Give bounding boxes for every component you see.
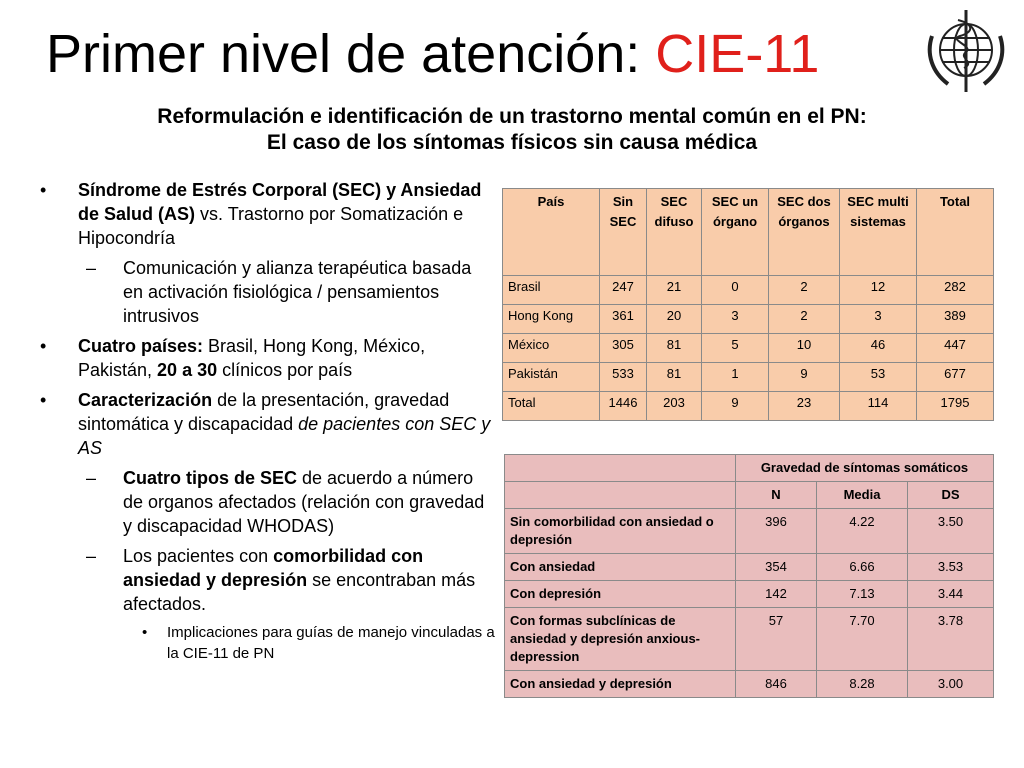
slide-title [46,22,819,86]
table-row [503,334,994,363]
table-header: SEC multi sistemas [840,189,917,276]
table-cell: 305 [600,334,647,363]
bullet-3-italic: de pacientes con SEC y AS [78,414,491,458]
table-header-row [503,189,994,276]
table-cell: 1 [702,363,769,392]
table-header: Total [917,189,994,276]
title-accent: CIE-11 [655,24,820,84]
table-cell: 3.00 [908,671,994,698]
table-cell: 1446 [600,392,647,421]
table-row-total [503,392,994,421]
table-row [503,276,994,305]
table-header: SEC difuso [647,189,702,276]
table-row [505,671,994,698]
table-cell: 10 [769,334,840,363]
table-cell: 3 [702,305,769,334]
table-cell: 3.53 [908,554,994,581]
table-cell: 7.70 [817,608,908,671]
table-cell: 20 [647,305,702,334]
bullet-2-bold: Cuatro países: [78,336,204,356]
table-cell: México [503,334,600,363]
table-row [503,305,994,334]
table-header: DS [908,482,994,509]
table-cell: 21 [647,276,702,305]
bullet-3-sub-1-bold: Cuatro tipos de SEC [123,468,298,488]
bullet-1-text: vs. Trastorno por Somatización e Hipocondría [78,204,464,248]
bullet-3-sub-2-sub [40,622,495,664]
bullet-3-sub-1 [40,466,495,538]
table-row [505,554,994,581]
table-cell: 4.22 [817,509,908,554]
table-cell: 5 [702,334,769,363]
table-row [505,581,994,608]
bullet-dot-icon: • [142,624,148,641]
table-cell: 142 [736,581,817,608]
table-cell: 447 [917,334,994,363]
table-header: Media [817,482,908,509]
dash-icon: – [86,258,97,278]
table-cell: 23 [769,392,840,421]
table-cell: 247 [600,276,647,305]
table-cell: 2 [769,276,840,305]
subtitle-line-1: Reformulación e identificación de un trastorno mental común en el PN: [157,105,867,128]
table-cell: 46 [840,334,917,363]
bullet-1-sub [40,256,495,328]
bullet-1-sub-text: Comunicación y alianza terapéutica basada en activación fisiológica / pensamientos intrusivos [123,258,472,326]
table-cell: Hong Kong [503,305,600,334]
bullet-2-bold-count: 20 a 30 [157,360,218,380]
table-cell: 3.44 [908,581,994,608]
subtitle-line-2: El caso de los síntomas físicos sin causa médica [266,131,758,154]
table-header: SEC un órgano [702,189,769,276]
table-cell: 12 [840,276,917,305]
table-header-row [505,482,994,509]
table-cell: Total [503,392,600,421]
table-group-header: Gravedad de síntomas somáticos [736,455,994,482]
table-cell: 361 [600,305,647,334]
bullet-2-text-end: clínicos por país [217,360,353,380]
table-cell: 3.78 [908,608,994,671]
table-header: Sin SEC [600,189,647,276]
table-cell: 8.28 [817,671,908,698]
table-header: N [736,482,817,509]
table-header-empty [505,482,736,509]
table-row-label: Sin comorbilidad con ansiedad o depresión [505,509,736,554]
severity-table [504,454,994,698]
dash-icon: – [86,468,97,488]
table-cell: 354 [736,554,817,581]
table-group-header-row [505,455,994,482]
table-cell: 81 [647,334,702,363]
table-row [505,509,994,554]
table-row-label: Con depresión [505,581,736,608]
table-cell: 9 [702,392,769,421]
table-cell: 2 [769,305,840,334]
table-cell: 396 [736,509,817,554]
bullet-list [40,178,495,668]
bullet-3-sub-2-sub-text: Implicaciones para guías de manejo vinculadas a la CIE-11 de PN [167,624,495,662]
table-header: SEC dos órganos [769,189,840,276]
table-cell: 533 [600,363,647,392]
table-cell: 3.50 [908,509,994,554]
bullet-dot-icon: • [40,390,47,410]
table-cell: 282 [917,276,994,305]
table-cell: 846 [736,671,817,698]
bullet-3 [40,388,495,460]
table-cell: 7.13 [817,581,908,608]
slide-subtitle [60,104,964,156]
countries-table [502,188,994,421]
bullet-3-sub-2 [40,544,495,616]
bullet-dot-icon: • [40,336,47,356]
bullet-3-sub-1-text: de acuerdo a número de organos afectados (relación con gravedad y discapacidad WHODAS) [123,468,485,536]
bullet-3-sub-2-bold: comorbilidad con ansiedad y depresión [123,546,424,590]
table-header: País [503,189,600,276]
table-cell: 6.66 [817,554,908,581]
bullet-1 [40,178,495,250]
table-cell: Brasil [503,276,600,305]
table-cell: 9 [769,363,840,392]
table-row-label: Con ansiedad y depresión [505,671,736,698]
bullet-2-text: Brasil, Hong Kong, México, Pakistán, [78,336,426,380]
bullet-dot-icon: • [40,180,47,200]
dash-icon: – [86,546,97,566]
table-header-empty [505,455,736,482]
title-main: Primer nivel de atención: [46,24,656,84]
table-row [503,363,994,392]
table-cell: 57 [736,608,817,671]
table-row [505,608,994,671]
table-cell: 1795 [917,392,994,421]
table-cell: 0 [702,276,769,305]
bullet-3-bold: Caracterización [78,390,213,410]
who-emblem-icon [918,6,1014,96]
table-row-label: Con formas subclínicas de ansiedad y depresión anxious-depression [505,608,736,671]
table-cell: 114 [840,392,917,421]
table-cell: 203 [647,392,702,421]
bullet-2 [40,334,495,382]
table-cell: 3 [840,305,917,334]
table-cell: 81 [647,363,702,392]
bullet-3-sub-2-text: Los pacientes con [123,546,274,566]
table-cell: Pakistán [503,363,600,392]
table-cell: 389 [917,305,994,334]
bullet-3-sub-2-text-end: se encontraban más afectados. [123,570,476,614]
table-row-label: Con ansiedad [505,554,736,581]
bullet-1-bold: Síndrome de Estrés Corporal (SEC) y Ansiedad de Salud (AS) [78,180,482,224]
table-cell: 53 [840,363,917,392]
table-cell: 677 [917,363,994,392]
bullet-3-text: de la presentación, gravedad sintomática y discapacidad [78,390,450,434]
